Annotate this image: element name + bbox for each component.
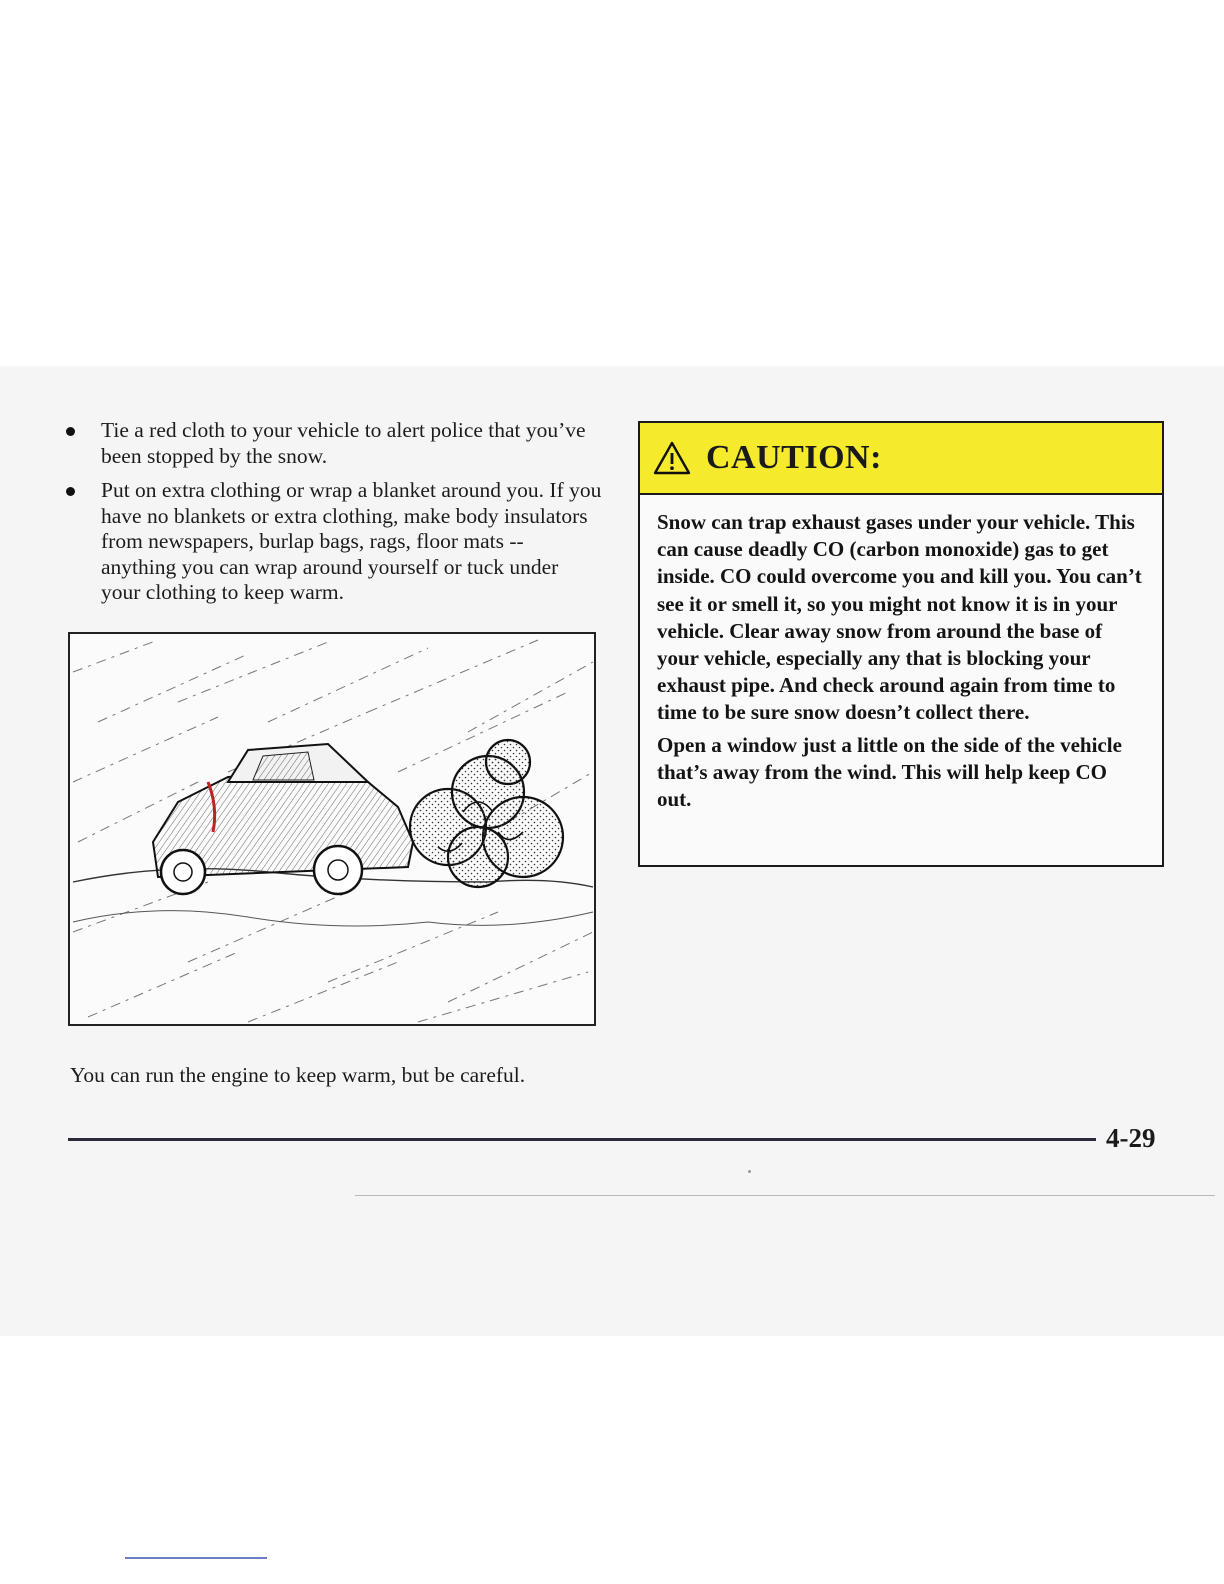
caption-text: You can run the engine to keep warm, but be careful.	[70, 1063, 526, 1087]
bullet-text: Put on extra clothing or wrap a blanket around you. If you have no blankets or extra clothing, make body insulators from newspapers, burlap bags, rags, floor mats -- anything you can wrap around yourself or tuck under your clothing to keep warm.	[101, 478, 602, 604]
left-column	[62, 418, 602, 615]
bullet-icon	[66, 487, 75, 496]
caution-title: CAUTION:	[706, 439, 882, 476]
caution-paragraph: Open a window just a little on the side of the vehicle that’s away from the wind. This will help keep CO out.	[657, 732, 1122, 812]
caution-body	[640, 495, 1162, 813]
warning-triangle-icon	[652, 440, 692, 476]
footer-rule	[68, 1138, 1096, 1141]
caution-header	[640, 423, 1162, 495]
scan-line	[355, 1195, 1215, 1196]
page-number: 4-29	[1106, 1123, 1156, 1153]
snowbound-car-exhaust-icon	[68, 632, 596, 1026]
snowbound-car-illustration	[68, 632, 596, 1026]
bullet-icon	[66, 427, 75, 436]
bullet-text: Tie a red cloth to your vehicle to alert police that you’ve been stopped by the snow.	[101, 418, 586, 468]
caution-paragraph: Snow can trap exhaust gases under your vehicle. This can cause deadly CO (carbon monoxide) gas to get inside. CO could overcome you and kill you. You can’t see it or smell it, so you might not know it is in your vehicle. Clear away snow from around the base of your vehicle, especially any that is blocking your exhaust pipe. And check around again from time to time to be sure snow doesn’t collect there.	[657, 510, 1142, 725]
bottom-mark	[125, 1557, 267, 1559]
list-item	[62, 478, 602, 606]
caution-box	[638, 421, 1164, 867]
bullet-list	[62, 418, 602, 606]
list-item	[62, 418, 602, 469]
scan-artifact	[748, 1170, 751, 1173]
